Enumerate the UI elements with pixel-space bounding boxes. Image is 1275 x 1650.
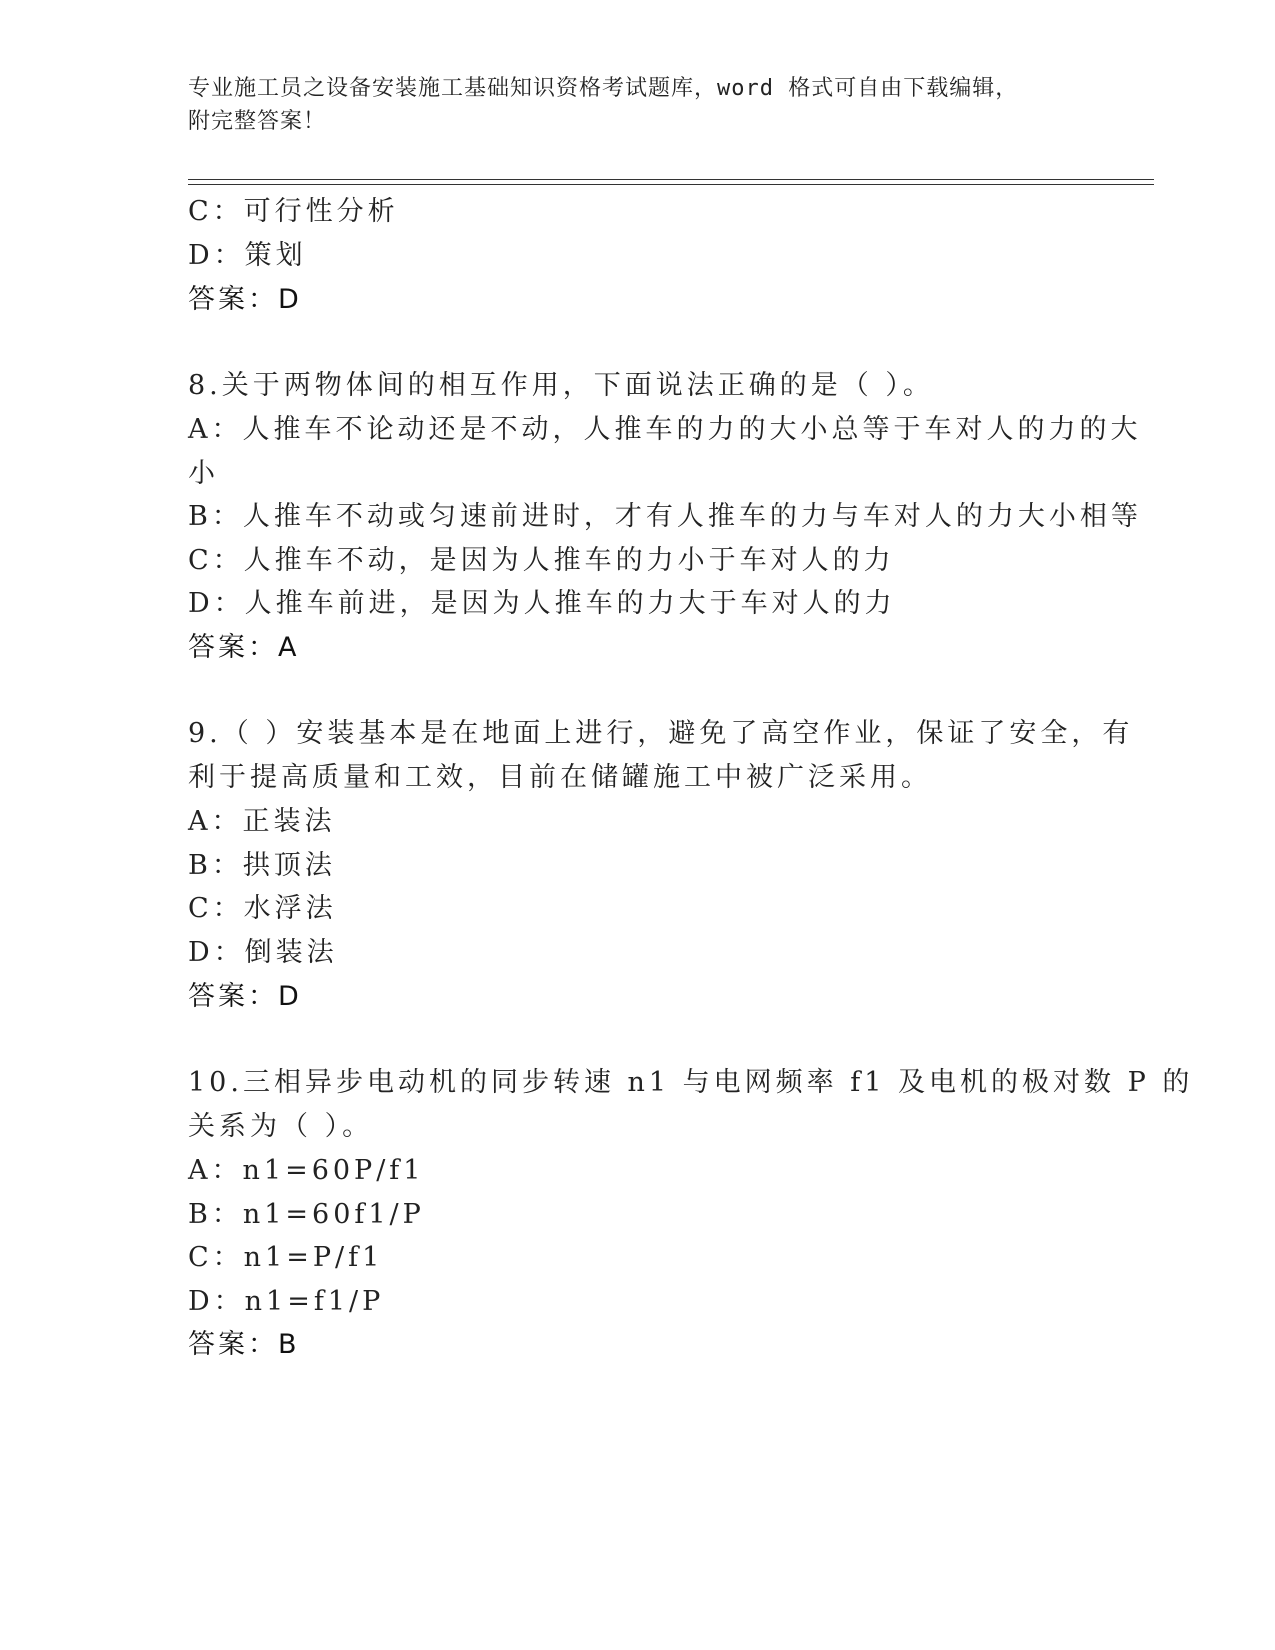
q9-answer: 答案：D <box>188 981 302 1012</box>
document-header <box>188 72 1088 138</box>
q9-option-b: B：拱顶法 <box>188 850 336 881</box>
q10-stem-line-1: 10.三相异步电动机的同步转速 n1 与电网频率 f1 及电机的极对数 P 的 <box>188 1067 1194 1098</box>
q10-option-d: D：n1=f1/P <box>188 1286 385 1317</box>
q9-stem-line-1: 9.（ ）安装基本是在地面上进行，避免了高空作业，保证了安全，有 <box>188 718 1134 749</box>
q7-option-d: D：策划 <box>188 240 307 271</box>
header-line-1: 专业施工员之设备安装施工基础知识资格考试题库，word 格式可自由下载编辑， <box>188 76 1019 101</box>
header-rule-top <box>188 179 1154 180</box>
q7-option-c: C：可行性分析 <box>188 196 399 227</box>
q10-option-a: A：n1=60P/f1 <box>188 1155 425 1186</box>
q8-answer: 答案：A <box>188 632 300 663</box>
q8-option-b: B：人推车不动或匀速前进时，才有人推车的力与车对人的力大小相等 <box>188 501 1142 532</box>
q9-option-d: D：倒装法 <box>188 937 338 968</box>
header-line-2: 附完整答案！ <box>188 109 327 134</box>
q8-option-a-line-2: 小 <box>188 458 219 489</box>
q10-option-c: C：n1=P/f1 <box>188 1242 384 1273</box>
q10-stem-line-2: 关系为（ ）。 <box>188 1111 374 1142</box>
q10-answer: 答案：B <box>188 1329 300 1360</box>
q10-option-b: B：n1=60f1/P <box>188 1199 425 1230</box>
q8-option-a-line-1: A：人推车不论动还是不动，人推车的力的大小总等于车对人的力的大 <box>188 414 1142 445</box>
q9-stem-line-2: 利于提高质量和工效，目前在储罐施工中被广泛采用。 <box>188 762 932 793</box>
q8-option-c: C：人推车不动，是因为人推车的力小于车对人的力 <box>188 545 895 576</box>
q9-option-a: A：正装法 <box>188 806 336 837</box>
q7-answer: 答案：D <box>188 284 302 315</box>
q9-option-c: C：水浮法 <box>188 893 337 924</box>
q8-option-d: D：人推车前进，是因为人推车的力大于车对人的力 <box>188 588 896 619</box>
q8-stem: 8.关于两物体间的相互作用，下面说法正确的是（ ）。 <box>188 370 934 401</box>
header-rule-bottom <box>188 184 1154 185</box>
